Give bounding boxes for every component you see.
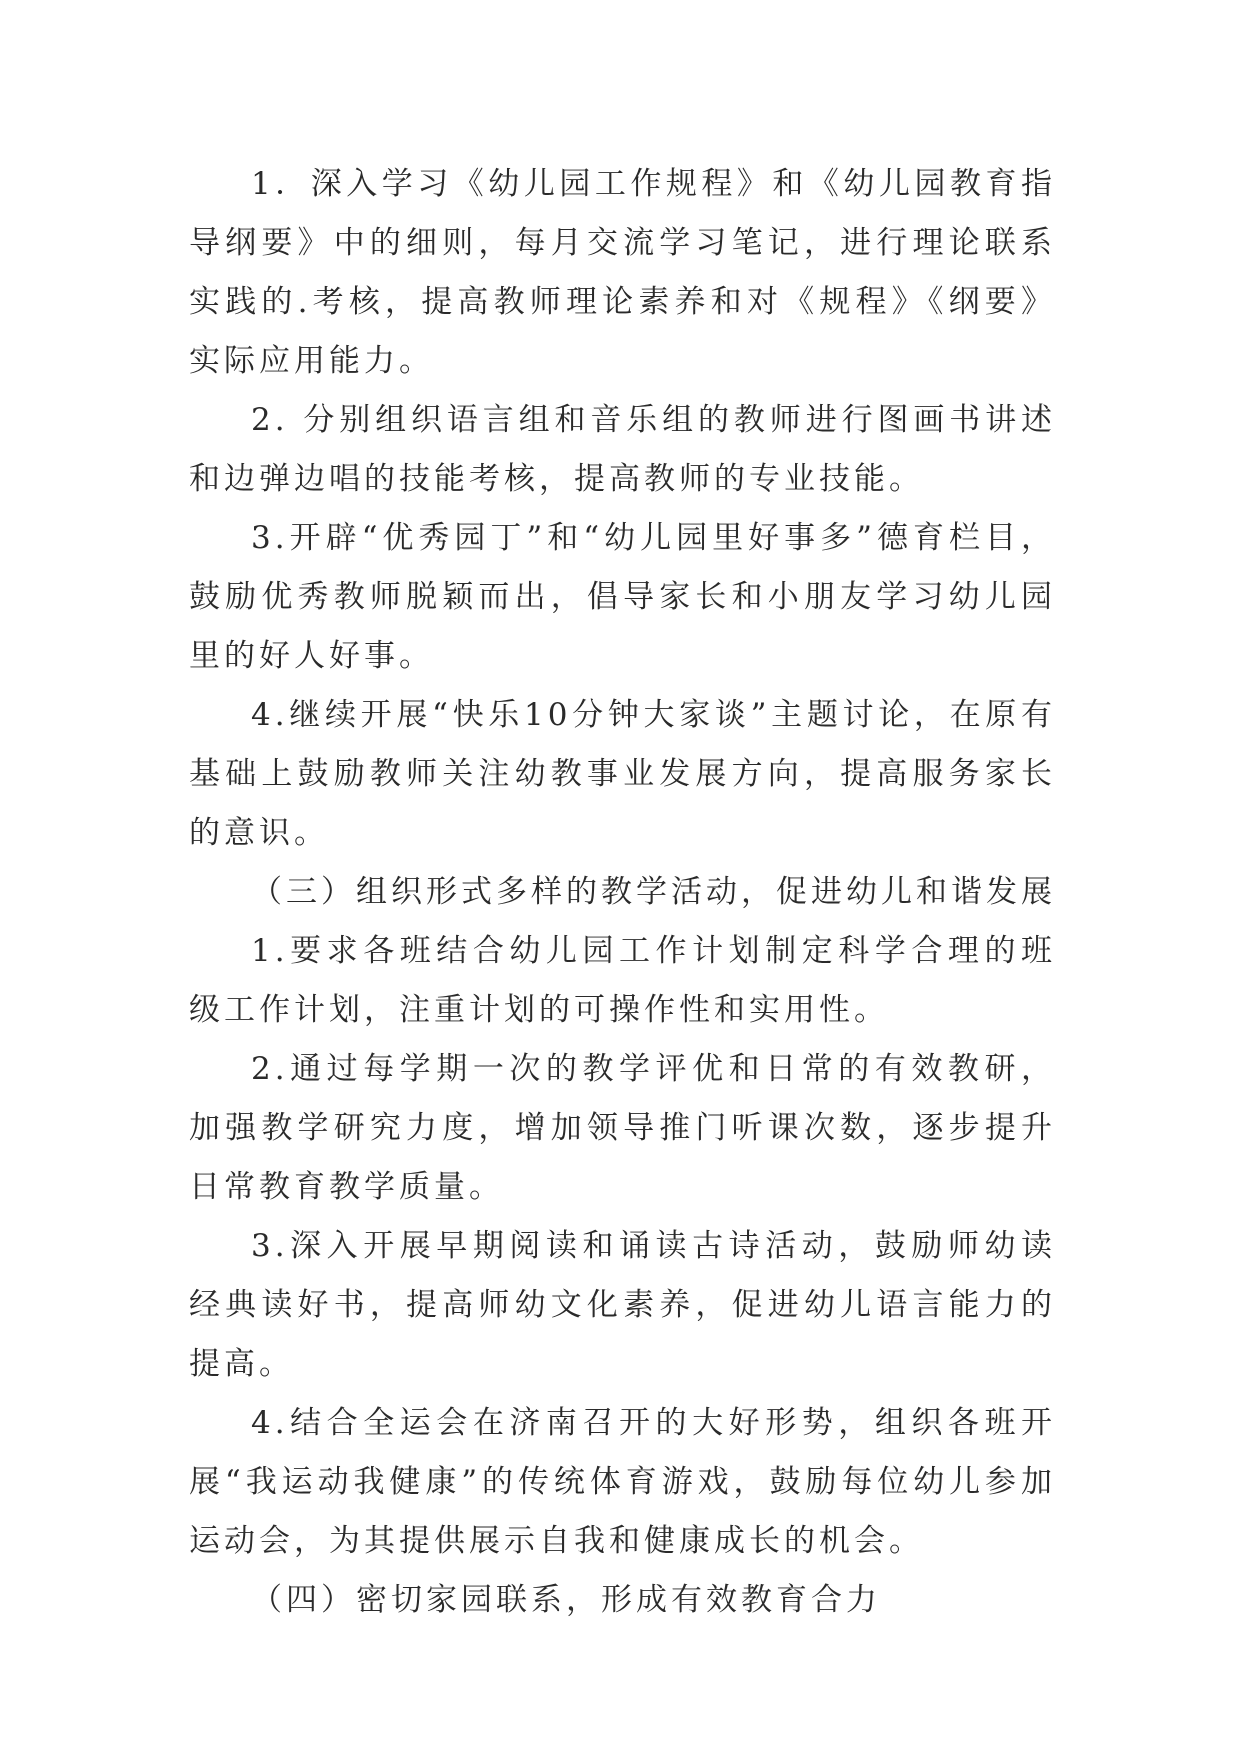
paragraph-item-3-early-reading: 3.深入开展早期阅读和诵读古诗活动，鼓励师幼读经典读好书，提高师幼文化素养，促进幼儿语言能力的提高。 (189, 1228, 1056, 1382)
document-body (189, 155, 1056, 1630)
paragraph-item-4-topic-discussion: 4.继续开展“快乐10分钟大家谈”主题讨论，在原有基础上鼓励教师关注幼教事业发展方向，提高服务家长的意识。 (189, 697, 1056, 851)
paragraph-item-4-sports-games: 4.结合全运会在济南召开的大好形势，组织各班开展“我运动我健康”的传统体育游戏，鼓励每位幼儿参加运动会，为其提供展示自我和健康成长的机会。 (189, 1405, 1056, 1559)
section-heading-4: （四）密切家园联系，形成有效教育合力 (251, 1582, 881, 1618)
paragraph-item-1-class-plan: 1.要求各班结合幼儿园工作计划制定科学合理的班级工作计划，注重计划的可操作性和实用性。 (189, 933, 1056, 1028)
paragraph-item-2-skill-assessment: 2. 分别组织语言组和音乐组的教师进行图画书讲述和边弹边唱的技能考核，提高教师的专业技能。 (189, 402, 1056, 497)
paragraph-item-3-moral-column: 3.开辟“优秀园丁”和“幼儿园里好事多”德育栏目，鼓励优秀教师脱颖而出，倡导家长和小朋友学习幼儿园里的好人好事。 (189, 520, 1056, 674)
paragraph-item-2-teaching-research: 2.通过每学期一次的教学评优和日常的有效教研，加强教学研究力度，增加领导推门听课次数，逐步提升日常教育教学质量。 (189, 1051, 1056, 1205)
paragraph-item-1-study-regulations: 1．深入学习《幼儿园工作规程》和《幼儿园教育指导纲要》中的细则，每月交流学习笔记，进行理论联系实践的.考核，提高教师理论素养和对《规程》《纲要》实际应用能力。 (189, 166, 1056, 379)
section-heading-3: （三）组织形式多样的教学活动，促进幼儿和谐发展 (251, 874, 1056, 910)
